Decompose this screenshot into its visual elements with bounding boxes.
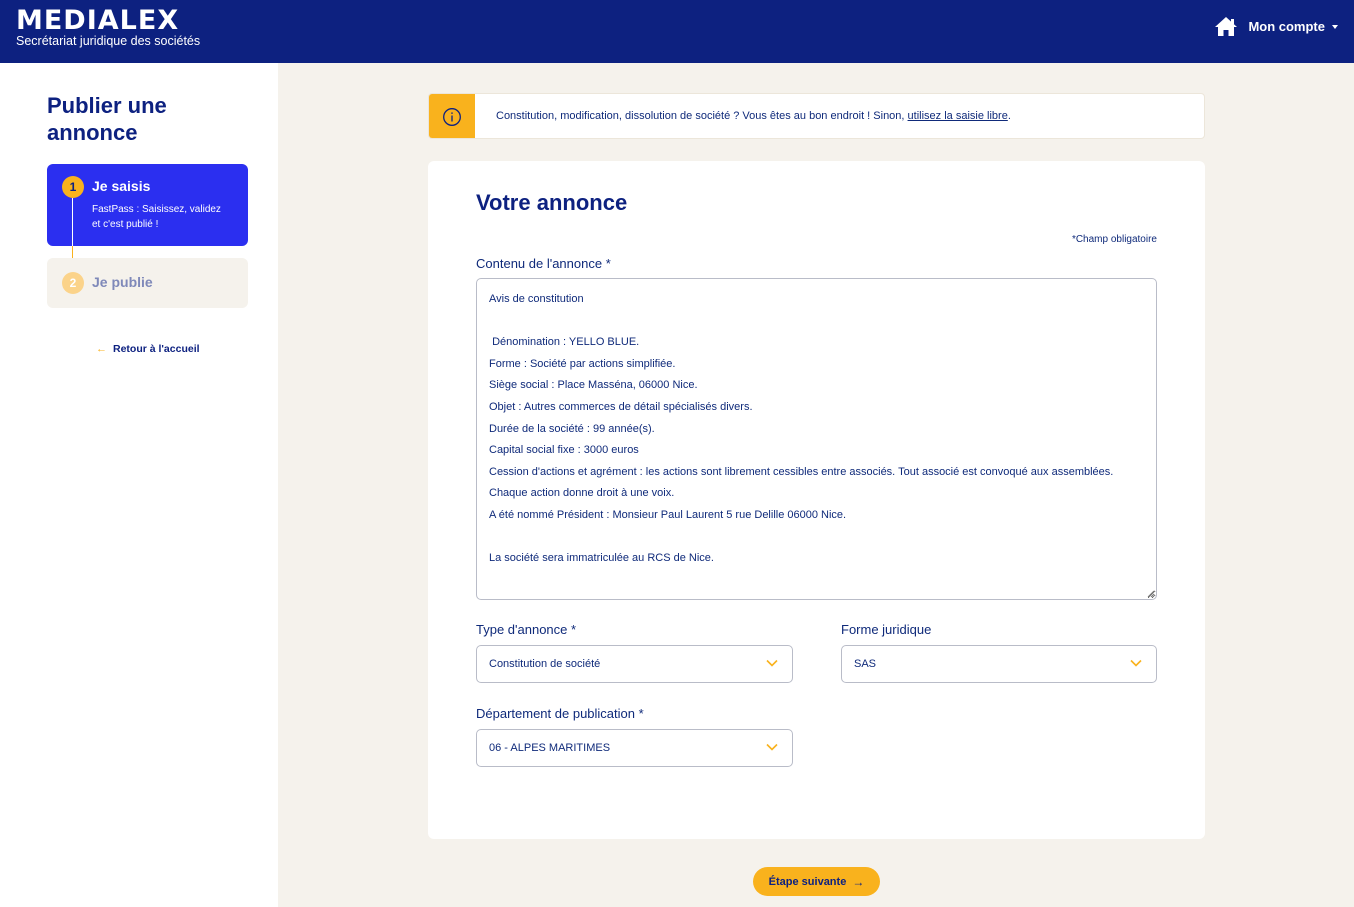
step-je-publie[interactable] [47,258,248,308]
step-label-1: Je saisis [92,178,151,194]
info-icon-box [429,94,475,139]
departement-select[interactable] [476,729,793,767]
top-navbar [0,0,1354,63]
logo-subtitle: Secrétariat juridique des sociétés [16,34,201,48]
chevron-down-icon [766,659,778,667]
next-step-button[interactable] [753,867,880,896]
type-label: Type d'annonce * [476,622,577,637]
sidebar-title: Publier une annonce [47,93,167,145]
departement-label: Département de publication * [476,706,644,721]
back-to-home-link[interactable] [96,343,200,355]
chevron-down-icon [1130,659,1142,667]
medialex-logo[interactable] [16,6,200,48]
account-label[interactable]: Mon compte [1248,19,1325,34]
chevron-down-icon [766,743,778,751]
step-je-saisis[interactable] [47,164,248,246]
required-note: *Champ obligatoire [1071,234,1157,245]
step-number-1: 1 [62,176,84,198]
step-line [72,198,73,246]
info-banner [428,93,1205,139]
info-icon [442,107,462,127]
step-number-2: 2 [62,272,84,294]
forme-juridique-select[interactable] [841,645,1157,683]
account-menu[interactable] [1214,16,1338,37]
step-connector [72,246,73,258]
arrow-right-icon: → [852,874,865,889]
banner-suffix: . [1007,110,1011,122]
departement-value: 06 - ALPES MARITIMES [489,742,611,754]
home-icon[interactable] [1214,16,1238,37]
forme-label: Forme juridique [841,622,932,637]
resize-grip-icon[interactable] [1147,590,1155,598]
caret-down-icon[interactable] [1332,25,1338,29]
saisie-libre-link[interactable]: utilisez la saisie libre [907,110,1008,122]
content-textarea[interactable]: Avis de constitution Dénomination : YELLO BLUE. Forme : Société par actions simplifiée. Siège social : Place Masséna, 06000 Nice. Objet : Autres commerces de détail spécialisés divers. Durée de la société : 99 année(s). Capital social fixe : 3000 euros Cession d'actions et agrément : les actions sont librement cessibles entre associés. Tout associé est convoqué aux assemblées. Chaque action donne droit à une voix. A été nommé Président : Monsieur Paul Laurent 5 rue Delille 06000 Nice. La société sera immatriculée au RCS de Nice. [476,278,1157,600]
banner-text [496,110,1011,122]
sidebar [0,63,278,907]
logo-title: MEDIALEX [16,5,180,36]
forme-juridique-value: SAS [854,658,877,670]
arrow-left-icon: ← [96,343,107,355]
form-title: Votre annonce [476,190,628,215]
banner-message: Constitution, modification, dissolution de société ? Vous êtes au bon endroit ! Sinon, [496,110,908,122]
type-annonce-select[interactable] [476,645,793,683]
content-label: Contenu de l'annonce * [476,256,611,271]
step-description-1: FastPass : Saisissez, validez et c'est publié ! [92,204,221,230]
back-link-label[interactable]: Retour à l'accueil [113,343,200,355]
next-step-label: Étape suivante [768,875,847,888]
type-annonce-value: Constitution de société [489,658,601,670]
step-label-2: Je publie [92,274,153,290]
annonce-form-card [428,161,1205,839]
